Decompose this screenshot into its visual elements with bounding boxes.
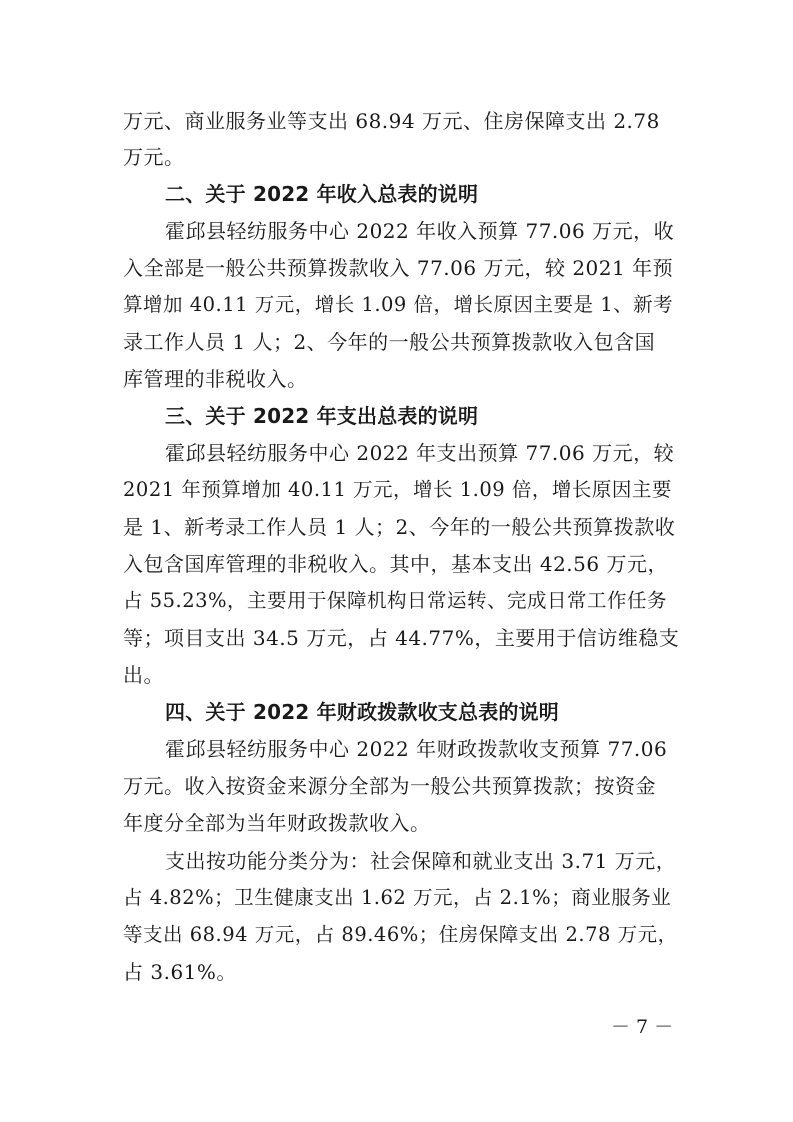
body-line: 入全部是一般公共预算拨款收入 77.06 万元，较 2021 年预	[123, 256, 674, 280]
body-line: 万元、商业服务业等支出 68.94 万元、住房保障支出 2.78	[123, 109, 660, 133]
body-line: 万元。	[123, 145, 185, 169]
body-line: 等；项目支出 34.5 万元，占 44.77%，主要用于信访维稳支	[123, 626, 680, 650]
section-heading-fiscal-appropriation: 四、关于 2022 年财政拨款收支总表的说明	[165, 700, 559, 724]
page-number: － 7 －	[611, 1016, 674, 1038]
body-line: 霍邱县轻纺服务中心 2022 年支出预算 77.06 万元，较	[165, 441, 675, 465]
body-line: 年度分全部为当年财政拨款收入。	[123, 811, 431, 835]
body-line: 出。	[123, 663, 164, 687]
section-heading-expenditure: 三、关于 2022 年支出总表的说明	[165, 404, 479, 428]
body-line: 是 1、新考录工作人员 1 人；2、今年的一般公共预算拨款收	[123, 515, 676, 539]
body-line: 霍邱县轻纺服务中心 2022 年财政拨款收支预算 77.06	[165, 737, 668, 761]
body-line: 占 55.23%，主要用于保障机构日常运转、完成日常工作任务	[123, 589, 668, 612]
body-line: 等支出 68.94 万元，占 89.46%；住房保障支出 2.78 万元，	[123, 923, 678, 946]
body-line: 占 4.82%；卫生健康支出 1.62 万元，占 2.1%；商业服务业	[123, 886, 672, 909]
body-line: 霍邱县轻纺服务中心 2022 年收入预算 77.06 万元，收	[165, 219, 675, 243]
body-line: 万元。收入按资金来源分全部为一般公共预算拨款；按资金	[123, 774, 656, 798]
body-line: 库管理的非税收入。	[123, 367, 308, 391]
body-line: 录工作人员 1 人；2、今年的一般公共预算拨款收入包含国	[123, 330, 656, 354]
body-line: 算增加 40.11 万元，增长 1.09 倍，增长原因主要是 1、新考	[123, 293, 674, 316]
body-line: 入包含国库管理的非税收入。其中，基本支出 42.56 万元，	[123, 552, 668, 576]
body-line: 支出按功能分类分为：社会保障和就业支出 3.71 万元，	[165, 849, 677, 873]
body-line: 占 3.61%。	[123, 960, 237, 984]
section-heading-income: 二、关于 2022 年收入总表的说明	[165, 182, 479, 206]
body-line: 2021 年预算增加 40.11 万元，增长 1.09 倍，增长原因主要	[123, 478, 672, 501]
